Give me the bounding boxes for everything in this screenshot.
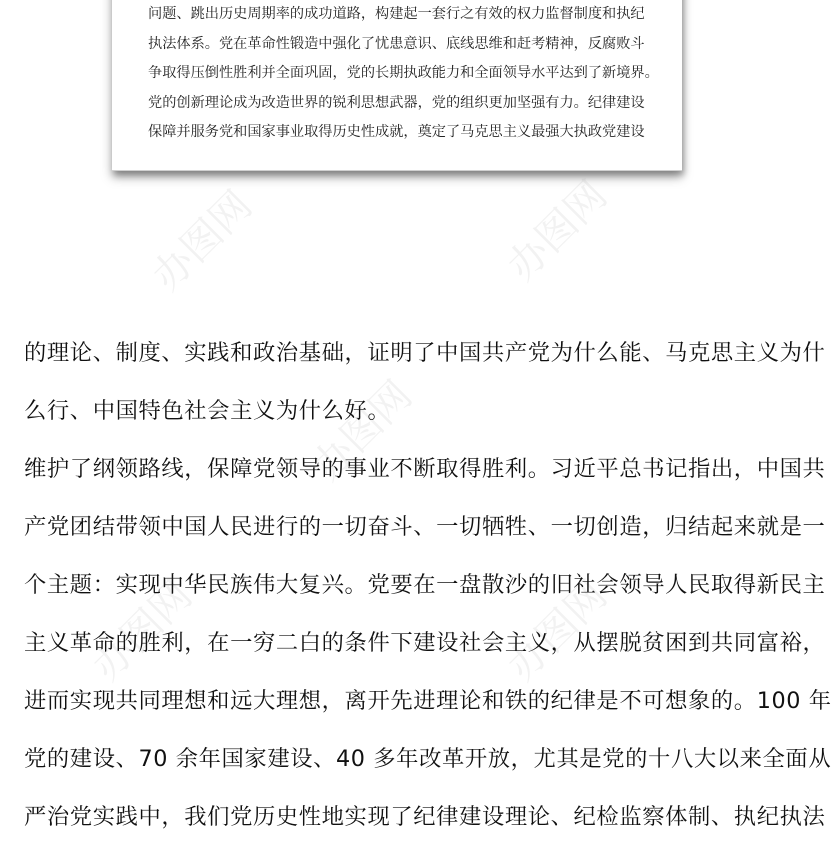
document-page-card bbox=[112, 0, 682, 171]
body-line: 个主题：实现中华民族伟大复兴。党要在一盘散沙的旧社会领导人民取得新民主 bbox=[24, 572, 826, 598]
card-text-block bbox=[148, 0, 659, 148]
body-line: 党的建设、70 余年国家建设、40 多年改革开放，尤其是党的十八大以来全面从 bbox=[24, 746, 832, 772]
card-line: 争取得压倒性胜利并全面巩固，党的长期执政能力和全面领导水平达到了新境界。 bbox=[148, 65, 659, 81]
watermark: 办图网 bbox=[498, 172, 617, 290]
watermark: 办图网 bbox=[498, 572, 617, 690]
body-line: 产党团结带领中国人民进行的一切奋斗、一切牺牲、一切创造，归结起来就是一 bbox=[24, 514, 826, 540]
card-line: 问题、跳出历史周期率的成功道路，构建起一套行之有效的权力监督制度和执纪 bbox=[148, 6, 645, 22]
card-line: 执法体系。党在革命性锻造中强化了忧患意识、底线思维和赶考精神，反腐败斗 bbox=[148, 35, 645, 52]
body-line: 么行、中国特色社会主义为什么好。 bbox=[24, 398, 391, 424]
body-line: 维护了纲领路线，保障党领导的事业不断取得胜利。习近平总书记指出，中国共 bbox=[24, 456, 826, 482]
body-line: 进而实现共同理想和远大理想，离开先进理论和铁的纪律是不可想象的。100 年 bbox=[24, 688, 832, 714]
body-line: 严治党实践中，我们党历史性地实现了纪律建设理论、纪检监察体制、执纪执法 bbox=[24, 804, 826, 830]
body-line: 的理论、制度、实践和政治基础，证明了中国共产党为什么能、马克思主义为什 bbox=[24, 340, 826, 366]
watermark: 办图网 bbox=[143, 182, 262, 300]
body-line: 主义革命的胜利，在一穷二白的条件下建设社会主义，从摆脱贫困到共同富裕， bbox=[24, 630, 826, 656]
card-line: 保障并服务党和国家事业取得历史性成就，奠定了马克思主义最强大执政党建设 bbox=[148, 124, 645, 140]
watermark: 办图网 bbox=[83, 572, 202, 690]
card-line: 党的创新理论成为改造世界的锐利思想武器，党的组织更加坚强有力。纪律建设 bbox=[148, 94, 645, 111]
body-text-block bbox=[24, 324, 832, 846]
watermark: 办图网 bbox=[303, 372, 422, 490]
